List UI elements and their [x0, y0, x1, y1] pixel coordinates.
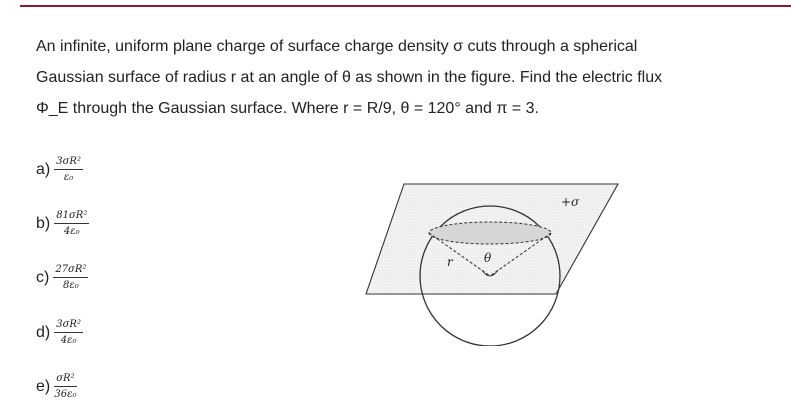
option-letter: a) [36, 160, 51, 178]
fraction-denominator: 8ε₀ [63, 280, 79, 291]
fraction-denominator: 36ε₀ [54, 389, 77, 400]
option-fraction [54, 372, 76, 401]
option-fraction [54, 209, 89, 238]
option-letter: d) [36, 323, 51, 341]
question-line-2: Gaussian surface of radius r at an angle of θ as shown in the figure. Find the electric flux [36, 69, 663, 86]
fraction-denominator: 4ε₀ [60, 335, 77, 346]
option-letter: e) [36, 377, 51, 395]
option-a[interactable] [36, 155, 83, 184]
charge-density-label: +σ [561, 195, 580, 209]
fraction-denominator: 4ε₀ [63, 226, 80, 237]
question-line-1: An infinite, uniform plane charge of surface charge density σ cuts through a spherical [36, 38, 638, 55]
fraction-numerator: 3σR² [54, 318, 83, 333]
radius-label: r [447, 255, 453, 269]
option-letter: b) [36, 214, 51, 232]
sphere-plane-figure [360, 176, 620, 346]
option-fraction [53, 263, 88, 292]
option-c[interactable] [36, 263, 88, 292]
question-text [36, 31, 776, 124]
fraction-denominator: ε₀ [63, 172, 74, 183]
fraction-numerator: σR² [54, 372, 76, 387]
option-d[interactable] [36, 318, 83, 347]
cross-section-disk [429, 222, 551, 244]
option-letter: c) [36, 268, 50, 286]
top-divider [20, 5, 791, 7]
option-fraction [54, 318, 83, 347]
option-e[interactable] [36, 372, 77, 401]
fraction-numerator: 81σR² [54, 209, 89, 224]
fraction-numerator: 27σR² [53, 263, 88, 278]
fraction-numerator: 3σR² [54, 155, 83, 170]
question-line-3: Φ_E through the Gaussian surface. Where r = R/9, θ = 120° and π = 3. [36, 100, 539, 117]
option-fraction [54, 155, 83, 184]
option-b[interactable] [36, 209, 89, 238]
angle-label: θ [484, 251, 492, 265]
